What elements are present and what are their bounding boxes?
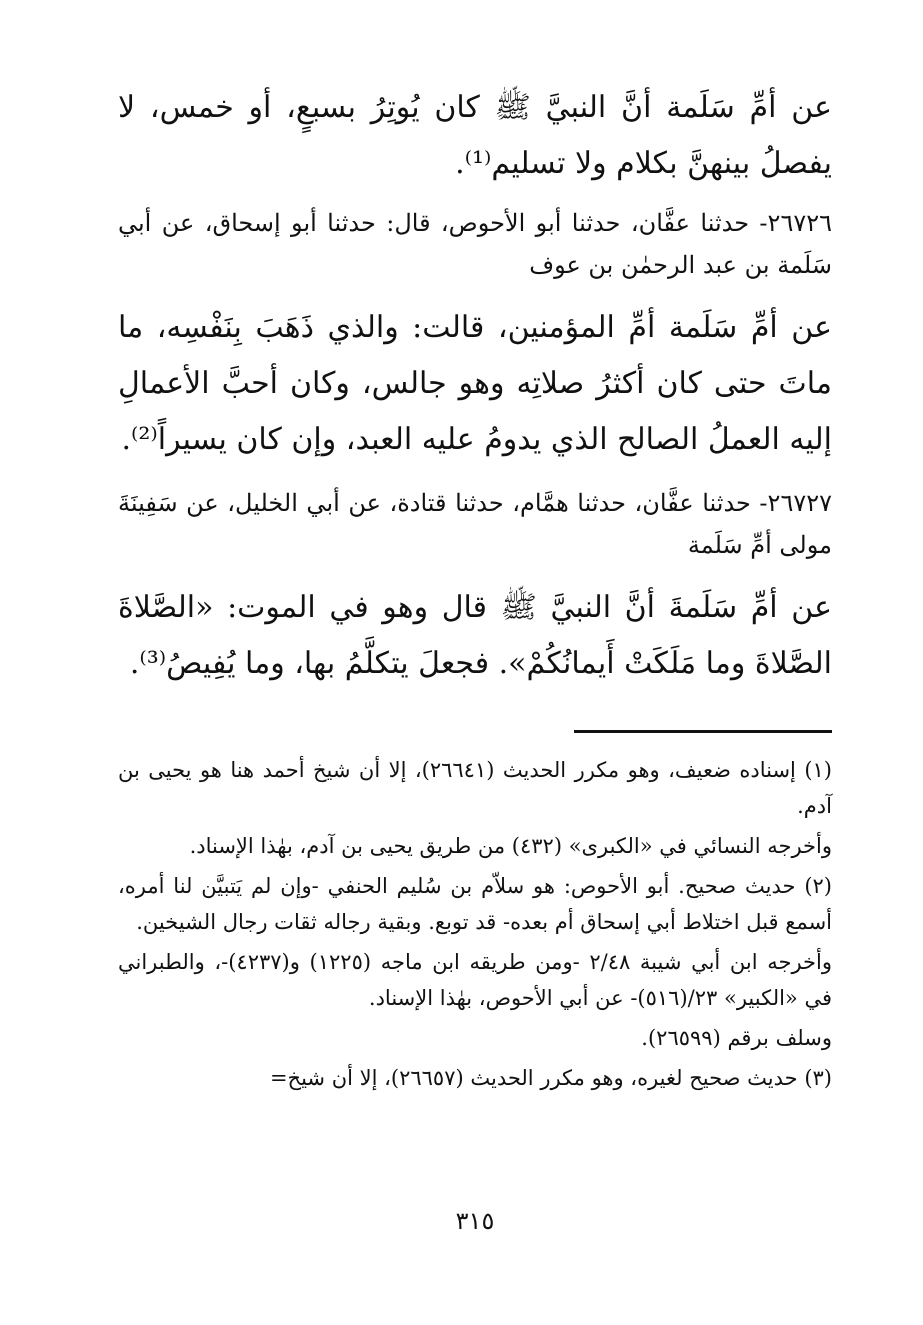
footnote-2-continued: وأخرجه ابن أبي شيبة ٢/٤٨ -ومن طريقه ابن ماجه (١٢٢٥) و(٤٢٣٧)-، والطبراني في «الكبير» ٢٣/(٥١٦)- عن أبي الأحوص، بهٰذا الإسناد.	[118, 950, 833, 1010]
hadith-text-2: عن أمِّ سَلَمة أمِّ المؤمنين، قالت: والذي ذَهَبَ بِنَفْسِه، ما ماتَ حتى كان أكثرُ صلاتِه وهو جالس، وكان أحبَّ الأعمالِ إليه العملُ الصالح الذي يدومُ عليه العبد، وإن كان يسيراً⁽²⁾.	[118, 310, 832, 457]
footnote-divider	[574, 730, 832, 733]
page-number: ٣١٥	[455, 1207, 495, 1235]
footnote-3: (٣) حديث صحيح لغيره، وهو مكرر الحديث (٢٦٦٥٧)، إلا أن شيخ=	[269, 1066, 832, 1090]
hadith-chain-26727: ٢٦٧٢٧- حدثنا عفَّان، حدثنا همَّام، حدثنا قتادة، عن أبي الخليل، عن سَفِينَةَ مولى أمِّ سَلَمة	[118, 489, 832, 559]
footnote-1-continued: وأخرجه النسائي في «الكبرى» (٤٣٢) من طريق يحيى بن آدم، بهٰذا الإسناد.	[189, 834, 832, 858]
footnote-1: (١) إسناده ضعيف، وهو مكرر الحديث (٢٦٦٤١)، إلا أن شيخ أحمد هنا هو يحيى بن آدم.	[118, 758, 832, 818]
hadith-text-3: عن أمِّ سَلَمةَ أنَّ النبيَّ ﷺ قال وهو في الموت: «الصَّلاةَ الصَّلاةَ وما مَلَكَتْ أَيمانُكُمْ». فجعلَ يتكلَّمُ بها، وما يُفِيصُ⁽³⁾.	[118, 590, 832, 681]
footnotes	[118, 752, 832, 1100]
hadith-chain-26726: ٢٦٧٢٦- حدثنا عفَّان، حدثنا أبو الأحوص، قال: حدثنا أبو إسحاق، عن أبي سَلَمة بن عبد الرحمٰن بن عوف	[118, 209, 832, 279]
footnote-2: (٢) حديث صحيح. أبو الأحوص: هو سلاّم بن سُليم الحنفي -وإن لم يَتبيَّن لنا أمره، أسمع قبل اختلاط أبي إسحاق أم بعده- قد توبع. وبقية رجاله ثقات رجال الشيخين.	[118, 874, 832, 934]
book-page	[118, 80, 832, 1270]
footnote-2-cross-reference: وسلف برقم (٢٦٥٩٩).	[641, 1026, 832, 1050]
hadith-text-1: عن أمِّ سَلَمة أنَّ النبيَّ ﷺ كان يُوتِرُ بسبعٍ، أو خمس، لا يفصلُ بينهنَّ بكلام ولا تسليم⁽¹⁾.	[118, 90, 832, 181]
